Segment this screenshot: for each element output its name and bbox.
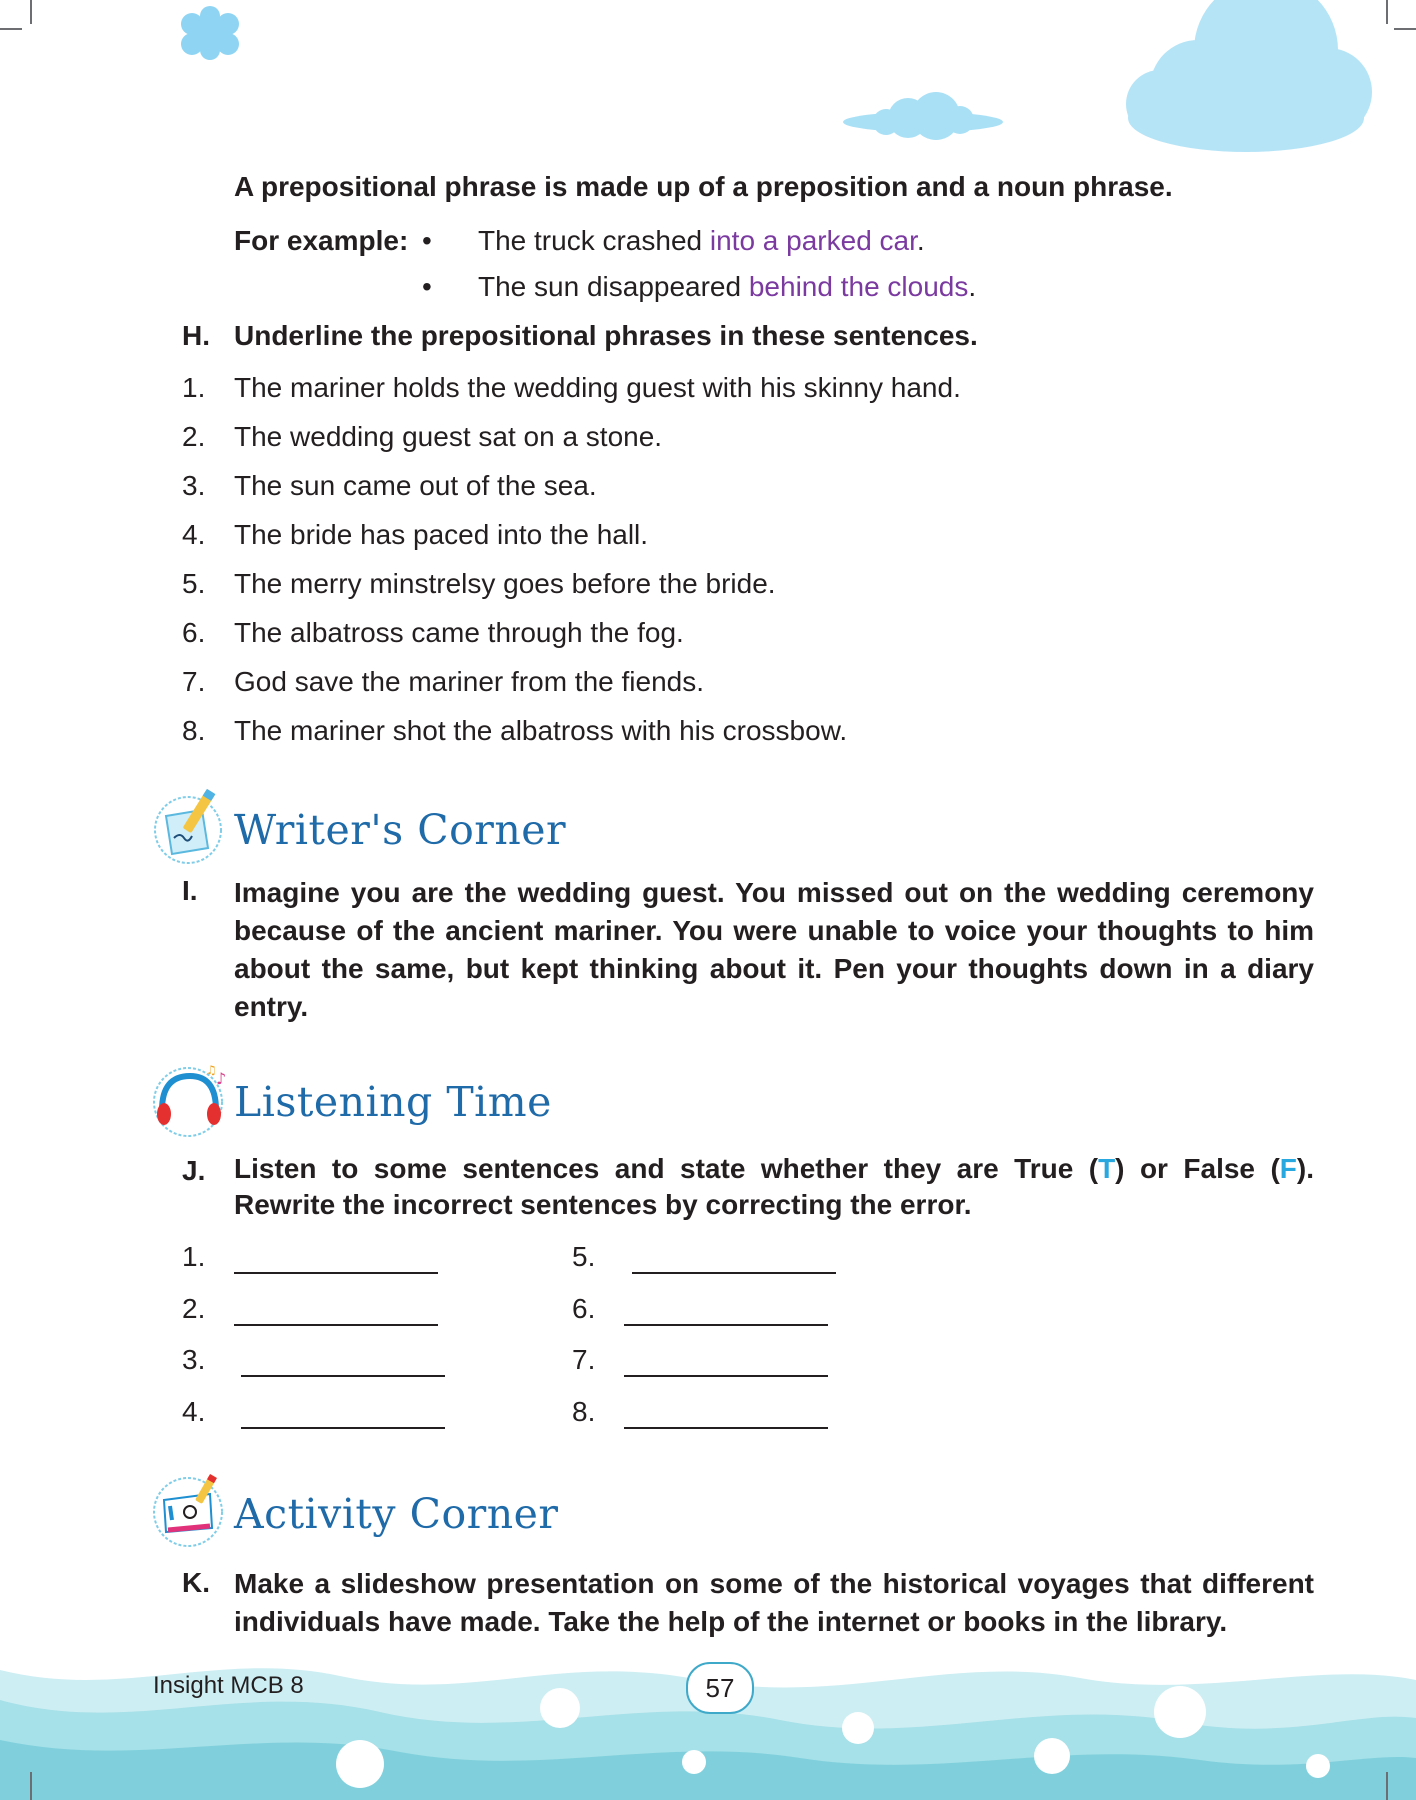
item-number: 8. — [182, 715, 206, 746]
exercise-instruction: Imagine you are the wedding guest. You missed out on the wedding ceremony because of the ancient mariner. You were unable to voice your thoughts to him about the same, but kept thinking about it. Pen your thoughts down in a diary entry. — [234, 877, 1314, 1022]
crop-mark — [30, 0, 32, 24]
item-number: 2. — [182, 421, 206, 452]
exercise-letter: J. — [182, 1155, 206, 1186]
answer-blank[interactable] — [241, 1405, 445, 1434]
crop-mark — [30, 1772, 32, 1800]
exercise-letter: I. — [182, 875, 198, 906]
blank-number: 4. — [182, 1396, 206, 1427]
exercise-instruction: Listen to some sentences and state whether they are True (T) or False (F). Rewrite the incorrect sentences by correcting the error. — [234, 1153, 1314, 1220]
example-item: The truck crashed into a parked car. — [478, 225, 925, 256]
crop-mark — [1386, 1772, 1388, 1800]
blank-number: 8. — [572, 1396, 596, 1427]
item-number: 3. — [182, 470, 206, 501]
small-cloud-decoration — [838, 88, 1008, 150]
section-title: Activity Corner — [234, 1490, 559, 1538]
exercise-letter: K. — [182, 1567, 210, 1598]
prepositional-phrase: behind the clouds — [748, 271, 969, 302]
blank-number: 3. — [182, 1344, 206, 1375]
exercise-letter: H. — [182, 320, 210, 351]
false-letter: F — [1279, 1153, 1297, 1184]
crop-mark — [1386, 0, 1388, 24]
footer-book-title: Insight MCB 8 — [153, 1672, 304, 1699]
answer-blank[interactable] — [241, 1353, 445, 1382]
item-number: 7. — [182, 666, 206, 697]
svg-text:♫: ♫ — [206, 1063, 217, 1077]
exercise-instruction: Make a slideshow presentation on some of the historical voyages that different individuals have made. Take the help of the internet or books in the library. — [234, 1568, 1314, 1637]
answer-blank[interactable] — [624, 1353, 828, 1382]
sentence: The wedding guest sat on a stone. — [234, 421, 663, 452]
prepositional-phrase: into a parked car — [709, 225, 917, 256]
sentence: God save the mariner from the fiends. — [234, 666, 704, 697]
svg-text:♪: ♪ — [216, 1069, 227, 1088]
activity-board-icon — [150, 1470, 230, 1550]
pencil-paper-icon — [150, 786, 230, 866]
item-number: 5. — [182, 568, 206, 599]
page-number: 57 — [705, 1672, 735, 1703]
large-cloud-decoration — [1116, 0, 1386, 160]
exercise-instruction: Underline the prepositional phrases in these sentences. — [234, 320, 978, 351]
crop-mark — [0, 28, 22, 30]
sentence: The albatross came through the fog. — [234, 617, 684, 648]
answer-blank[interactable] — [632, 1250, 836, 1279]
page-number-badge — [686, 1662, 754, 1714]
sentence: The bride has paced into the hall. — [234, 519, 649, 550]
answer-blank[interactable] — [234, 1250, 438, 1279]
answer-blank[interactable] — [624, 1405, 828, 1434]
blank-number: 5. — [572, 1241, 596, 1272]
blank-number: 6. — [572, 1293, 596, 1324]
sentence: The sun came out of the sea. — [234, 470, 597, 501]
headphones-icon — [150, 1060, 234, 1140]
definition-text: A prepositional phrase is made up of a preposition and a noun phrase. — [234, 171, 1173, 202]
example-item: The sun disappeared behind the clouds. — [478, 271, 977, 302]
blank-number: 2. — [182, 1293, 206, 1324]
section-title: Writer's Corner — [234, 806, 567, 854]
blank-number: 7. — [572, 1344, 596, 1375]
blank-number: 1. — [182, 1241, 206, 1272]
sentence: The mariner shot the albatross with his crossbow. — [234, 715, 848, 746]
answer-blank[interactable] — [624, 1302, 828, 1331]
item-number: 1. — [182, 372, 206, 403]
section-title: Listening Time — [234, 1078, 552, 1126]
bullet: • — [422, 271, 432, 302]
item-number: 6. — [182, 617, 206, 648]
example-label: For example: — [234, 225, 409, 256]
true-letter: T — [1098, 1153, 1116, 1184]
sentence: The mariner holds the wedding guest with his skinny hand. — [234, 372, 961, 403]
bullet: • — [422, 225, 432, 256]
sentence: The merry minstrelsy goes before the bride. — [234, 568, 776, 599]
flower-decoration — [170, 6, 250, 60]
crop-mark — [1394, 28, 1416, 30]
answer-blank[interactable] — [234, 1302, 438, 1331]
item-number: 4. — [182, 519, 206, 550]
